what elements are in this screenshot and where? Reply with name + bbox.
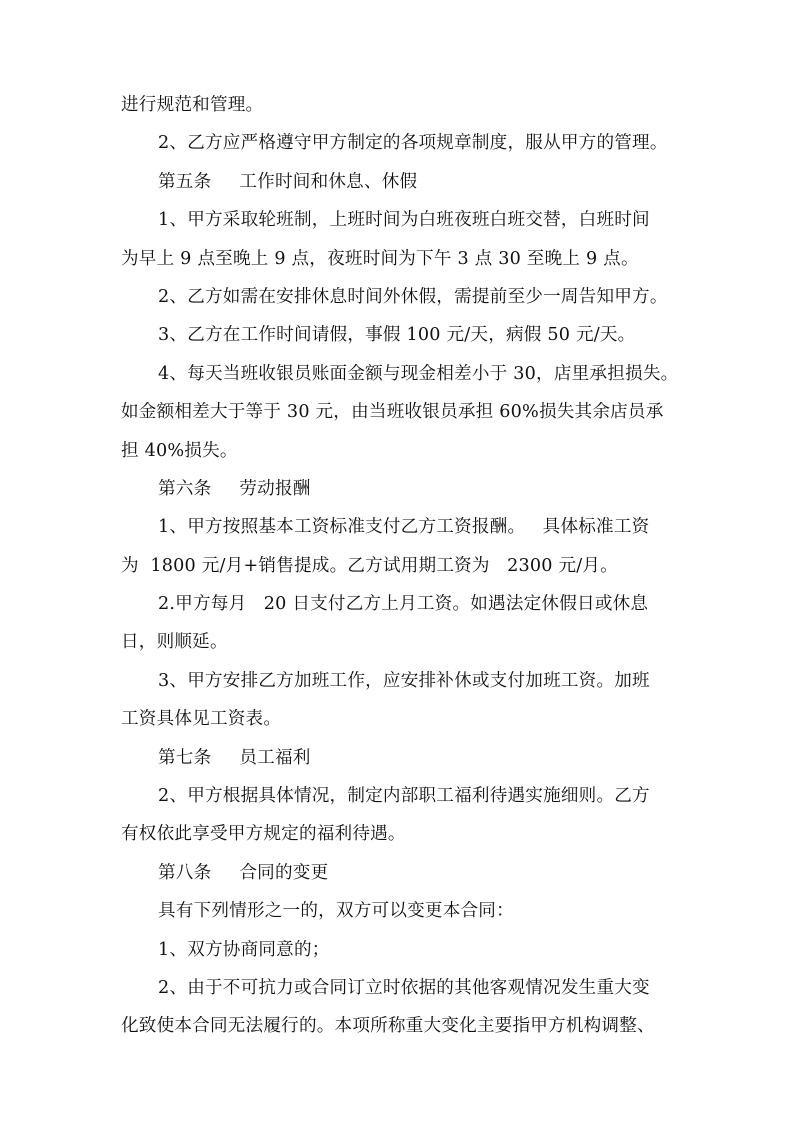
section-heading-article-5 xyxy=(121,163,687,201)
article-title: 劳动报酬 xyxy=(239,478,311,499)
paragraph-line: 4、每天当班收银员账面金额与现金相差小于 30，店里承担损失。 xyxy=(158,363,679,384)
article-number: 第五条 xyxy=(158,171,212,192)
paragraph-line: 1、甲方按照基本工资标准支付乙方工资报酬。 具体标准工资 xyxy=(158,517,650,538)
paragraph-line: 如金额相差大于等于 30 元，由当班收银员承担 60%损失其余店员承 xyxy=(121,402,664,423)
paragraph-line: 担 40%损失。 xyxy=(121,440,238,461)
article-number: 第七条 xyxy=(158,747,212,768)
paragraph-line: 2、甲方根据具体情况，制定内部职工福利待遇实施细则。乙方 xyxy=(158,786,650,807)
paragraph-line: 有权依此享受甲方规定的福利待遇。 xyxy=(121,824,406,845)
paragraph-line: 2、由于不可抗力或合同订立时依据的其他客观情况发生重大变 xyxy=(158,977,650,998)
paragraph-line: 具有下列情形之一的，双方可以变更本合同： xyxy=(158,901,514,922)
paragraph-line: 日，则顺延。 xyxy=(121,632,228,653)
paragraph-line: 为早上 9 点至晚上 9 点，夜班时间为下午 3 点 30 至晚上 9 点。 xyxy=(121,248,639,269)
paragraph-line: 为 1800 元/月+销售提成。乙方试用期工资为 2300 元/月。 xyxy=(121,555,618,576)
paragraph-line: 进行规范和管理。 xyxy=(121,95,264,115)
paragraph-line: 2、乙方如需在安排休息时间外休假，需提前至少一周告知甲方。 xyxy=(158,286,668,307)
paragraph-line: 3、甲方安排乙方加班工作，应安排补休或支付加班工资。加班 xyxy=(158,670,650,691)
section-heading-article-8 xyxy=(121,854,687,892)
article-title: 工作时间和休息、休假 xyxy=(239,171,418,192)
article-title: 合同的变更 xyxy=(239,862,329,883)
paragraph-line: 3、乙方在工作时间请假，事假 100 元/天，病假 50 元/天。 xyxy=(158,325,636,346)
paragraph-line: 2、乙方应严格遵守甲方制定的各项规章制度，服从甲方的管理。 xyxy=(158,133,668,154)
article-number: 第六条 xyxy=(158,478,212,499)
paragraph-line: 工资具体见工资表。 xyxy=(121,709,282,730)
paragraph-line: 1、双方协商同意的； xyxy=(158,939,330,960)
section-heading-article-7 xyxy=(121,739,687,777)
paragraph-line: 2.甲方每月 20 日支付乙方上月工资。如遇法定休假日或休息 xyxy=(158,594,649,615)
article-number: 第八条 xyxy=(158,862,212,883)
paragraph-line: 1、甲方采取轮班制，上班时间为白班夜班白班交替，白班时间 xyxy=(158,210,650,231)
paragraph-line: 化致使本合同无法履行的。本项所称重大变化主要指甲方机构调整、 xyxy=(121,1016,655,1037)
article-title: 员工福利 xyxy=(239,747,311,768)
contract-page-body xyxy=(121,86,687,1046)
section-heading-article-6 xyxy=(121,470,687,508)
